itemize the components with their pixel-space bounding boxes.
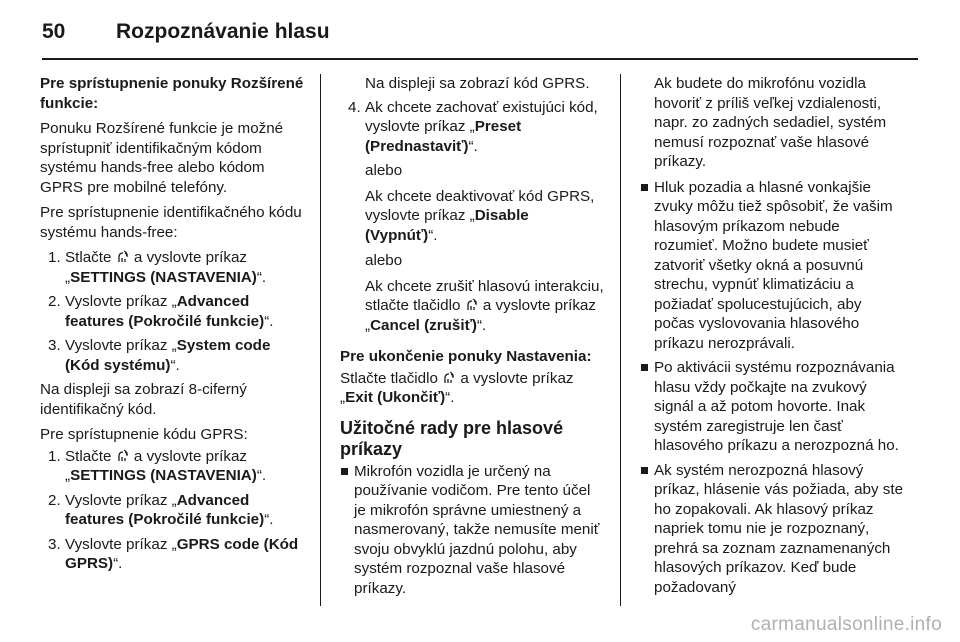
voice-command-icon bbox=[117, 250, 129, 263]
paragraph: Ak budete do mikrofónu vozidla hovoriť z príliš veľkej vzdialenosti, napr. zo zadných sedadiel, systém nemusí rozpoznať vaše hlasové príkazy. bbox=[654, 75, 887, 170]
paragraph: Ponuku Rozšírené funkcie je možné sprístupniť identifikačným kódom systému hands-free alebo kódom GPRS pre mobilné telefóny. bbox=[40, 120, 284, 196]
paragraph: Stlačte tlačidlo a vyslovte príkaz „Exit (Ukončiť)“. bbox=[340, 369, 574, 406]
paragraph: Ak chcete deaktivovať kód GPRS, vyslovte príkaz „Disable (Vypnúť)“. bbox=[365, 187, 595, 244]
list-item: Ak systém nerozpozná hlasový príkaz, hlásenie vás požiada, aby ste ho zopakovali. Ak hlasový príkaz napriek tomu nie je rozpoznaný, prehrá sa zoznam zaznamenaných hlasových príkazov. Keď bude požadovaný bbox=[640, 461, 905, 598]
column-3 bbox=[640, 74, 905, 602]
step-item: 1. Stlačte a vyslovte príkaz „SETTINGS (NASTAVENIA)“. bbox=[48, 249, 267, 286]
command-text: Preset (Prednastaviť) bbox=[365, 118, 522, 155]
bullet-square bbox=[641, 467, 648, 474]
bullet-square bbox=[641, 364, 648, 371]
page-header bbox=[42, 14, 918, 54]
command-text: Exit (Ukončiť) bbox=[345, 389, 446, 406]
step-item: 1. Stlačte a vyslovte príkaz „SETTINGS (NASTAVENIA)“. bbox=[48, 447, 267, 484]
step-item: 3. Vyslovte príkaz „System code (Kód systému)“. bbox=[48, 337, 271, 374]
paragraph: Ak chcete zrušiť hlasovú interakciu, stlačte tlačidlo a vyslovte príkaz „Cancel (zrušiť)“. bbox=[365, 277, 604, 334]
list-item: Mikrofón vozidla je určený na používanie vodičom. Pre tento účel je mikrofón správne umiestnený a nasmerovaný, takže nemusíte meniť svoju obvyklú jazdnú polohu, aby systém rozpoznal vaše hlasové príkazy. bbox=[340, 462, 605, 599]
voice-command-icon bbox=[117, 449, 129, 462]
paragraph: Na displeji sa zobrazí 8-ciferný identifikačný kód. bbox=[40, 381, 247, 418]
header-divider bbox=[42, 58, 918, 60]
paragraph: alebo bbox=[365, 162, 403, 179]
step-item: 2. Vyslovte príkaz „Advanced features (Pokročilé funkcie)“. bbox=[48, 491, 274, 528]
command-text: SETTINGS (NASTAVENIA) bbox=[70, 268, 257, 286]
gprs-code-steps-cont bbox=[340, 98, 605, 157]
column-2 bbox=[340, 74, 605, 603]
paragraph: alebo bbox=[365, 252, 403, 269]
voice-command-icon bbox=[443, 371, 455, 384]
paragraph: Pre sprístupnenie identifikačného kódu systému hands-free: bbox=[40, 204, 302, 241]
exit-settings-heading: Pre ukončenie ponuky Nastavenia: bbox=[340, 348, 592, 365]
paragraph: Pre sprístupnenie kódu GPRS: bbox=[40, 426, 248, 443]
section-title: Užitočné rady pre hlasové príkazy bbox=[340, 417, 564, 459]
list-item: Hluk pozadia a hlasné vonkajšie zvuky môžu tiež spôsobiť, že vašim hlasovým príkazom nebude rozumieť. Možno budete musieť zatvoriť všetky okná a posuvnú strechu, vypnúť klimatizáciu a požiadať spolucestujúcich, aby počas vyslovovania hlasového príkazu nerozprávali. bbox=[640, 178, 905, 354]
bullet-square bbox=[341, 468, 348, 475]
column-1 bbox=[40, 74, 305, 579]
step-item: 2. Vyslovte príkaz „Advanced features (Pokročilé funkcie)“. bbox=[48, 293, 274, 330]
tips-list-cont bbox=[640, 178, 905, 598]
command-text: Disable (Vypnúť) bbox=[365, 207, 529, 244]
step-item: 3. Vyslovte príkaz „GPRS code (Kód GPRS)“. bbox=[48, 535, 299, 572]
page-number: 50 bbox=[42, 20, 66, 43]
gprs-code-steps bbox=[40, 447, 305, 574]
command-text: System code (Kód systému) bbox=[65, 337, 271, 374]
chapter-title: Rozpoznávanie hlasu bbox=[116, 20, 330, 43]
command-text: Advanced features (Pokročilé funkcie) bbox=[65, 491, 265, 528]
column-divider-1 bbox=[320, 74, 321, 606]
command-text: Advanced features (Pokročilé funkcie) bbox=[65, 293, 265, 330]
bullet-square bbox=[641, 184, 648, 191]
paragraph: Na displeji sa zobrazí kód GPRS. bbox=[365, 75, 590, 92]
handsfree-code-steps bbox=[40, 248, 305, 375]
tips-list bbox=[340, 462, 605, 599]
list-item: Po aktivácii systému rozpoznávania hlasu vždy počkajte na zvukový signál a až potom hovorte. Inak systém zaregistruje len časť hlasového príkazu a nerozpozná ho. bbox=[640, 358, 905, 456]
watermark: carmanualsonline.info bbox=[750, 614, 942, 635]
command-text: Cancel (zrušiť) bbox=[370, 316, 477, 334]
voice-command-icon bbox=[466, 298, 478, 311]
command-text: SETTINGS (NASTAVENIA) bbox=[70, 467, 257, 484]
command-text: GPRS code (Kód GPRS) bbox=[65, 535, 299, 572]
advanced-features-heading: Pre sprístupnenie ponuky Rozšírené funkcie: bbox=[40, 75, 304, 112]
column-divider-2 bbox=[620, 74, 621, 606]
step-item: 4. Ak chcete zachovať existujúci kód, vyslovte príkaz „Preset (Prednastaviť)“. bbox=[348, 98, 598, 155]
